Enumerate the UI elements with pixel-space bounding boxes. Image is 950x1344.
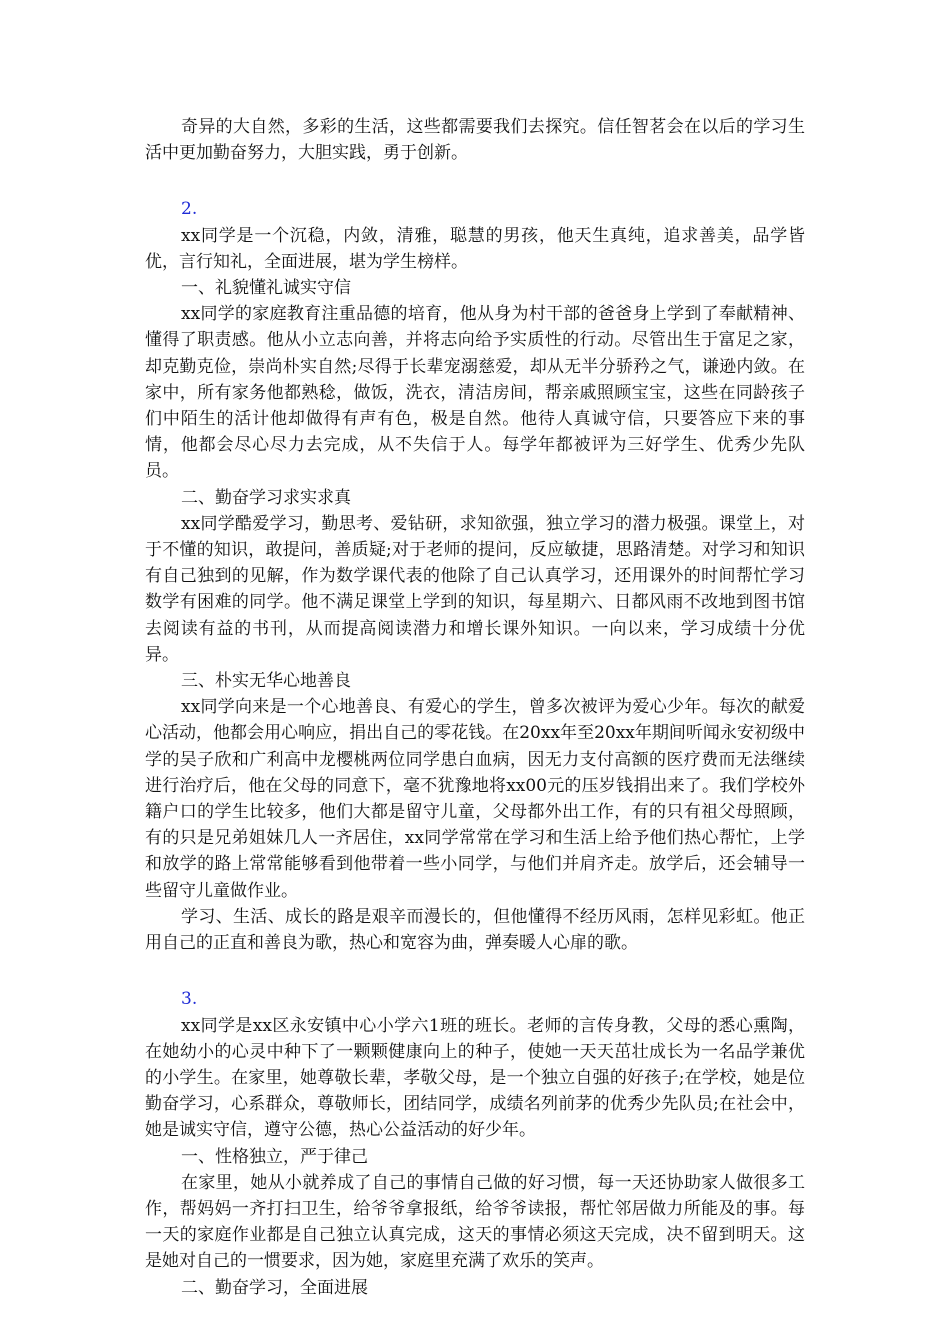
subsection-heading: 一、性格独立，严于律己 bbox=[181, 1146, 368, 1167]
section-number: 2. bbox=[181, 199, 198, 220]
body-paragraph: xx同学的家庭教育注重品德的培育，他从身为村干部的爸爸身上学到了奉献精神、懂得了职责感。他从小立志向善，并将志向给予实质性的行动。尽管出生于富足之家，却克勤克俭，崇尚朴实自然;尽得于长辈宠溺慈爱，却从无半分骄矜之气，谦逊内敛。在家中，所有家务他都熟稔，做饭，洗衣，清洁房间，帮亲戚照顾宝宝，这些在同龄孩子们中陌生的活计他却做得有声有色，极是自然。他待人真诚守信，只要答应下来的事情，他都会尽心尽力去完成，从不失信于人。每学年都被评为三好学生、优秀少先队员。 bbox=[145, 304, 805, 482]
body-paragraph: 在家里，她从小就养成了自己的事情自己做的好习惯，每一天还协助家人做很多工作，帮妈妈一齐打扫卫生，给爷爷拿报纸，给爷爷读报，帮忙邻居做力所能及的事。每一天的家庭作业都是自己独立认真完成，这天的事情必须这天完成，决不留到明天。这是她对自己的一惯要求，因为她，家庭里充满了欢乐的笑声。 bbox=[145, 1172, 805, 1272]
section-gap bbox=[145, 956, 805, 986]
section-gap bbox=[145, 166, 805, 196]
subsection-heading: 二、勤奋学习，全面进展 bbox=[181, 1277, 368, 1298]
subsection-heading: 二、勤奋学习求实求真 bbox=[181, 487, 351, 508]
subsection-heading: 三、朴实无华心地善良 bbox=[181, 671, 351, 692]
body-paragraph: 奇异的大自然，多彩的生活，这些都需要我们去探究。信任智茗会在以后的学习生活中更加勤奋努力，大胆实践，勇于创新。 bbox=[145, 117, 805, 164]
body-paragraph: 学习、生活、成长的路是艰辛而漫长的，但他懂得不经历风雨，怎样见彩虹。他正用自己的正直和善良为歌，热心和宽容为曲，弹奏暖人心扉的歌。 bbox=[145, 906, 805, 954]
section-number: 3. bbox=[181, 989, 198, 1010]
body-paragraph: xx同学酷爱学习，勤思考、爱钻研，求知欲强，独立学习的潜力极强。课堂上，对于不懂的知识，敢提问，善质疑;对于老师的提问，反应敏捷，思路清楚。对学习和知识有自己独到的见解，作为数学课代表的他除了自己认真学习，还用课外的时间帮忙学习数学有困难的同学。他不满足课堂上学到的知识，每星期六、日都风雨不改地到图书馆去阅读有益的书刊，从而提高阅读潜力和增长课外知识。一向以来，学习成绩十分优异。 bbox=[145, 513, 805, 665]
body-paragraph: xx同学是一个沉稳，内敛，清雅，聪慧的男孩，他天生真纯，追求善美，品学皆优，言行知礼，全面进展，堪为学生榜样。 bbox=[145, 225, 805, 272]
subsection-heading: 一、礼貌懂礼诚实守信 bbox=[181, 278, 351, 299]
body-paragraph: xx同学向来是一个心地善良、有爱心的学生，曾多次被评为爱心少年。每次的献爱心活动，他都会用心响应，捐出自己的零花钱。在20xx年至20xx年期间听闻永安初级中学的吴子欣和广利高中龙樱桃两位同学患白血病，因无力支付高额的医疗费而无法继续进行治疗后，他在父母的同意下，毫不犹豫地将xx00元的压岁钱捐出来了。我们学校外籍户口的学生比较多，他们大都是留守儿童，父母都外出工作，有的只有祖父母照顾，有的只是兄弟姐妹几人一齐居住，xx同学常常在学习和生活上给予他们热心帮忙，上学和放学的路上常常能够看到他带着一些小同学，与他们并肩齐走。放学后，还会辅导一些留守儿童做作业。 bbox=[145, 697, 805, 901]
document-page bbox=[145, 114, 805, 1301]
body-paragraph: xx同学是xx区永安镇中心小学六1班的班长。老师的言传身教，父母的悉心熏陶，在她幼小的心灵中种下了一颗颗健康向上的种子，使她一天天茁壮成长为一名品学兼优的小学生。在家里，她尊敬长辈，孝敬父母，是一个独立自强的好孩子;在学校，她是位勤奋学习，心系群众，尊敬师长，团结同学，成绩名列前茅的优秀少先队员;在社会中，她是诚实守信，遵守公德，热心公益活动的好少年。 bbox=[145, 1015, 805, 1141]
